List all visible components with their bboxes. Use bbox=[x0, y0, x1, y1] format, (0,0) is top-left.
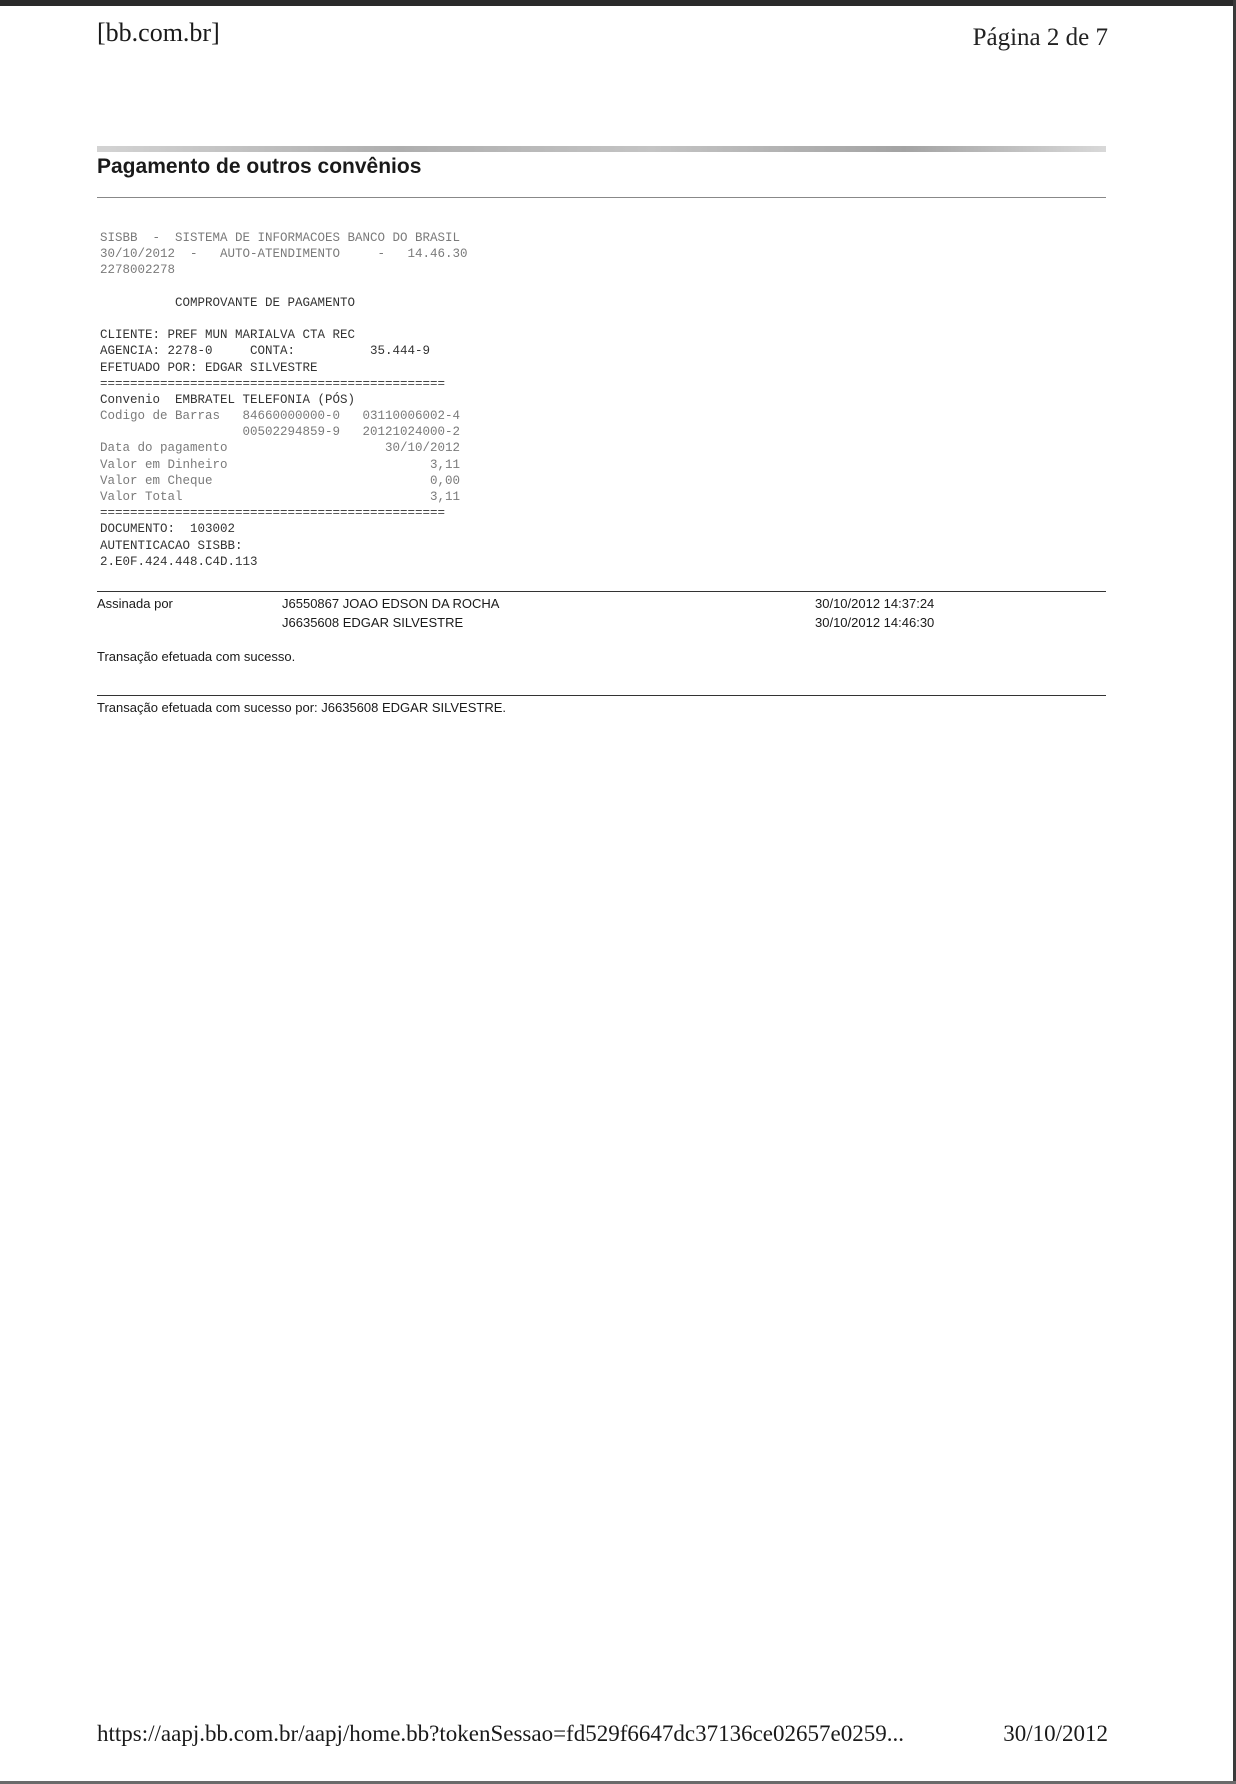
receipt-line: Codigo de Barras 84660000000-0 03110006002-4 bbox=[100, 409, 461, 424]
receipt-line: EFETUADO POR: EDGAR SILVESTRE bbox=[100, 360, 318, 375]
footer-date: 30/10/2012 bbox=[1003, 1721, 1108, 1746]
signed-by-label: Assinada por bbox=[97, 596, 173, 611]
receipt-line: 30/10/2012 - AUTO-ATENDIMENTO - 14.46.30 bbox=[100, 247, 468, 262]
signer-datetime-1: 30/10/2012 14:37:24 bbox=[815, 596, 935, 611]
header-site: [bb.com.br] bbox=[97, 18, 220, 47]
signer-name-2: J6635608 EDGAR SILVESTRE bbox=[282, 615, 464, 630]
receipt-line: Valor Total 3,11 bbox=[100, 490, 461, 504]
receipt-line: CLIENTE: PREF MUN MARIALVA CTA REC bbox=[100, 328, 356, 343]
payment-receipt bbox=[100, 230, 520, 570]
receipt-line bbox=[100, 279, 520, 295]
receipt-separator: ============================================== bbox=[100, 376, 446, 391]
section-divider bbox=[97, 197, 1106, 198]
section-title-bar bbox=[97, 146, 1106, 152]
signer-name-1: J6550867 JOAO EDSON DA ROCHA bbox=[282, 596, 500, 611]
section-title: Pagamento de outros convênios bbox=[97, 155, 422, 178]
signatures-divider bbox=[97, 591, 1106, 592]
footer-url: https://aapj.bb.com.br/aapj/home.bb?tokenSessao=fd529f6647dc37136ce02657e0259... bbox=[97, 1721, 904, 1746]
receipt-line: AUTENTICACAO SISBB: bbox=[100, 538, 243, 553]
receipt-line: 00502294859-9 20121024000-2 bbox=[100, 425, 461, 440]
receipt-line bbox=[100, 311, 520, 327]
header-page-number: Página 2 de 7 bbox=[972, 24, 1108, 51]
receipt-separator: ============================================== bbox=[100, 506, 446, 521]
receipt-line: COMPROVANTE DE PAGAMENTO bbox=[100, 295, 356, 310]
receipt-line: Data do pagamento 30/10/2012 bbox=[100, 441, 461, 456]
status-divider bbox=[97, 695, 1106, 696]
signer-datetime-2: 30/10/2012 14:46:30 bbox=[815, 615, 935, 630]
receipt-line: DOCUMENTO: 103002 bbox=[100, 522, 236, 537]
status-by-message: Transação efetuada com sucesso por: J6635608 EDGAR SILVESTRE. bbox=[97, 700, 506, 715]
scan-edge-top bbox=[0, 0, 1236, 6]
receipt-line: AGENCIA: 2278-0 CONTA: 35.444-9 bbox=[100, 344, 431, 359]
receipt-line: 2.E0F.424.448.C4D.113 bbox=[100, 554, 258, 569]
receipt-line: Convenio EMBRATEL TELEFONIA (PÓS) bbox=[100, 392, 356, 407]
receipt-line: SISBB - SISTEMA DE INFORMACOES BANCO DO BRASIL bbox=[100, 231, 461, 245]
receipt-line: Valor em Dinheiro 3,11 bbox=[100, 457, 461, 472]
receipt-line: 2278002278 bbox=[100, 263, 176, 278]
status-message: Transação efetuada com sucesso. bbox=[97, 649, 296, 664]
receipt-line: Valor em Cheque 0,00 bbox=[100, 473, 461, 488]
